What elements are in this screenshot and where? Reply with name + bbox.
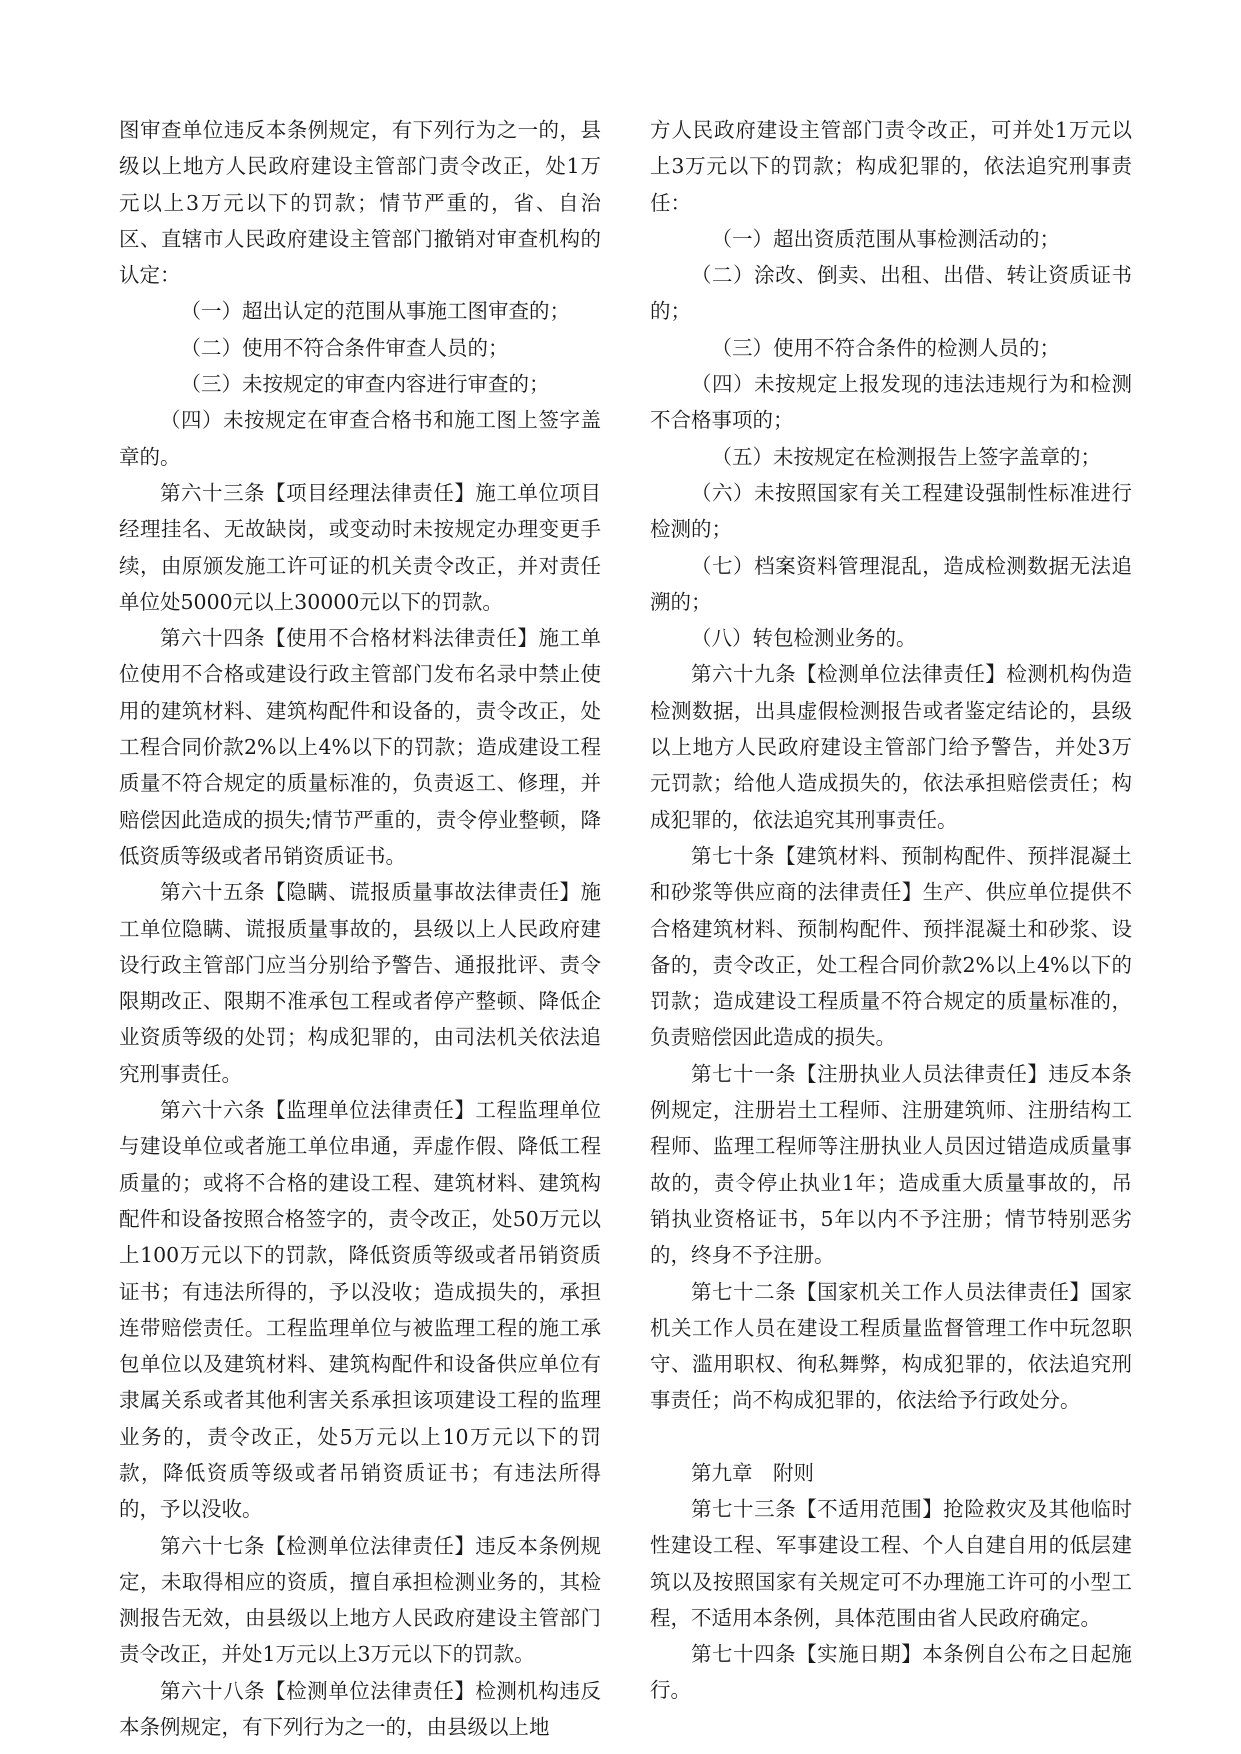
article-71: 第七十一条【注册执业人员法律责任】违反本条例规定，注册岩土工程师、注册建筑师、注册结构工程师、监理工程师等注册执业人员因过错造成质量事故的，责令停止执业1年；造成重大质量事故的，吊销执业资格证书，5年以内不予注册；情节特别恶劣的，终身不予注册。 bbox=[650, 1061, 1132, 1268]
article-70: 第七十条【建筑材料、预制构配件、预拌混凝土和砂浆等供应商的法律责任】生产、供应单位提供不合格建筑材料、预制构配件、预拌混凝土和砂浆、设备的，责令改正，处工程合同价款2%以上4%以下的罚款；造成建设工程质量不符合规定的质量标准的，负责赔偿因此造成的损失。 bbox=[650, 843, 1132, 1050]
list-item: （八）转包检测业务的。 bbox=[691, 626, 917, 651]
list-item: （二）使用不符合条件审查人员的； bbox=[180, 335, 509, 360]
right-column bbox=[650, 112, 1132, 1709]
article-69: 第六十九条【检测单位法律责任】检测机构伪造检测数据，出具虚假检测报告或者鉴定结论的，县级以上地方人民政府建设主管部门给予警告，并处3万元罚款；给他人造成损失的，依法承担赔偿责任；构成犯罪的，依法追究其刑事责任。 bbox=[650, 662, 1132, 832]
list-item: （三）使用不符合条件的检测人员的； bbox=[711, 335, 1060, 360]
list-item: （四）未按规定上报发现的违法违规行为和检测不合格事项的； bbox=[650, 372, 1132, 433]
article-65: 第六十五条【隐瞒、谎报质量事故法律责任】施工单位隐瞒、谎报质量事故的，县级以上人民政府建设行政主管部门应当分别给予警告、通报批评、责令限期改正、限期不准承包工程或者停产整顿、降低企业资质等级的处罚；构成犯罪的，由司法机关依法追究刑事责任。 bbox=[119, 880, 601, 1086]
article-66: 第六十六条【监理单位法律责任】工程监理单位与建设单位或者施工单位串通，弄虚作假、降低工程质量的；或将不合格的建设工程、建筑材料、建筑构配件和设备按照合格签字的，责令改正，处50万元以上100万元以下的罚款，降低资质等级或者吊销资质证书；有违法所得的，予以没收；造成损失的，承担连带赔偿责任。工程监理单位与被监理工程的施工承包单位以及建筑材料、建筑构配件和设备供应单位有隶属关系或者其他利害关系承担该项建设工程的监理业务的，责令改正，处5万元以上10万元以下的罚款，降低资质等级或者吊销资质证书；有违法所得的，予以没收。 bbox=[119, 1098, 601, 1522]
article-64: 第六十四条【使用不合格材料法律责任】施工单位使用不合格或建设行政主管部门发布名录中禁止使用的建筑材料、建筑构配件和设备的，责令改正，处工程合同价款2%以上4%以下的罚款；造成建设工程质量不符合规定的质量标准的，负责返工、修理，并赔偿因此造成的损失;情节严重的，责令停业整顿，降低资质等级或者吊销资质证书。 bbox=[119, 626, 601, 868]
article-68: 第六十八条【检测单位法律责任】检测机构违反本条例规定，有下列行为之一的，由县级以上地 bbox=[119, 1678, 601, 1740]
paragraph: 图审查单位违反本条例规定，有下列行为之一的，县级以上地方人民政府建设主管部门责令改正，处1万元以上3万元以下的罚款；情节严重的，省、自治区、直辖市人民政府建设主管部门撤销对审查机构的认定： bbox=[119, 118, 601, 288]
list-item: （七）档案资料管理混乱，造成检测数据无法追溯的； bbox=[650, 553, 1132, 614]
article-73: 第七十三条【不适用范围】抢险救灾及其他临时性建设工程、军事建设工程、个人自建自用的低层建筑以及按照国家有关规定可不办理施工许可的小型工程，不适用本条例，具体范围由省人民政府确定。 bbox=[650, 1496, 1132, 1630]
list-item: （五）未按规定在检测报告上签字盖章的； bbox=[711, 444, 1101, 469]
chapter-heading: 第九章 附则 bbox=[691, 1460, 814, 1485]
list-item: （三）未按规定的审查内容进行审查的； bbox=[180, 372, 550, 397]
list-item: （一）超出认定的范围从事施工图审查的； bbox=[180, 299, 570, 324]
list-item: （四）未按规定在审查合格书和施工图上签字盖章的。 bbox=[119, 408, 601, 469]
list-item: （一）超出资质范围从事检测活动的； bbox=[711, 226, 1060, 251]
left-column bbox=[119, 112, 601, 1745]
article-72: 第七十二条【国家机关工作人员法律责任】国家机关工作人员在建设工程质量监督管理工作中玩忽职守、滥用职权、徇私舞弊，构成犯罪的，依法追究刑事责任；尚不构成犯罪的，依法给予行政处分。 bbox=[650, 1279, 1132, 1413]
article-63: 第六十三条【项目经理法律责任】施工单位项目经理挂名、无故缺岗，或变动时未按规定办理变更手续，由原颁发施工许可证的机关责令改正，并对责任单位处5000元以上30000元以下的罚款。 bbox=[119, 480, 601, 614]
list-item: （二）涂改、倒卖、出租、出借、转让资质证书的； bbox=[650, 263, 1132, 324]
article-74: 第七十四条【实施日期】本条例自公布之日起施行。 bbox=[650, 1642, 1132, 1703]
article-67: 第六十七条【检测单位法律责任】违反本条例规定，未取得相应的资质，擅自承担检测业务的，其检测报告无效，由县级以上地方人民政府建设主管部门责令改正，并处1万元以上3万元以下的罚款。 bbox=[119, 1533, 601, 1667]
paragraph: 方人民政府建设主管部门责令改正，可并处1万元以上3万元以下的罚款；构成犯罪的，依法追究刑事责任： bbox=[650, 118, 1132, 215]
list-item: （六）未按照国家有关工程建设强制性标准进行检测的； bbox=[650, 480, 1132, 542]
